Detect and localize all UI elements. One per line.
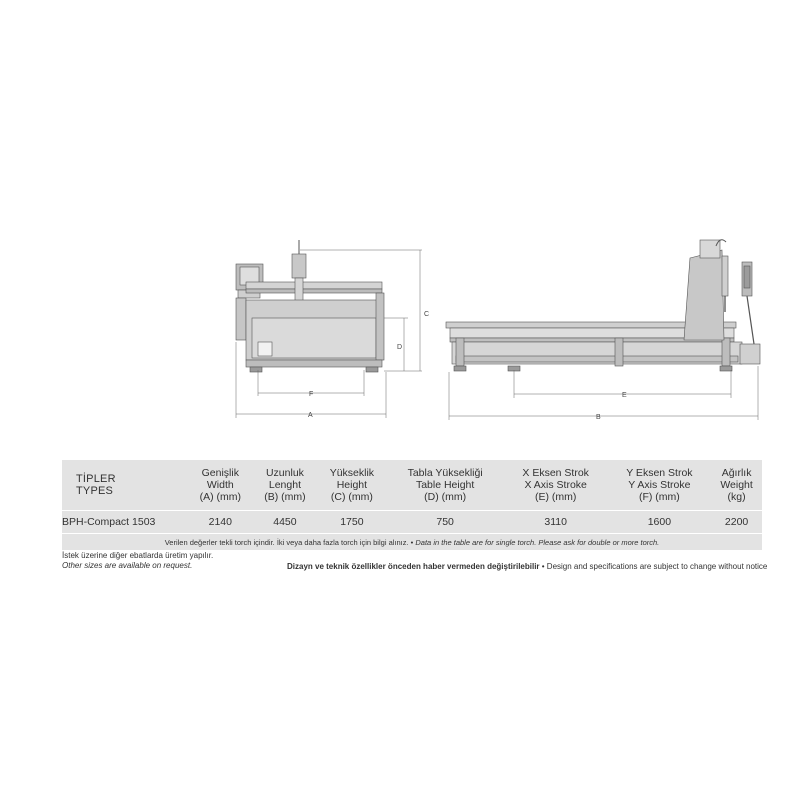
header-label-tr: Genişlik [201,467,239,479]
header-label-tr: Ağırlık [721,467,752,479]
header-weight [711,460,762,511]
header-label-tr: Yükseklik [329,467,375,479]
dimension-label-e: E [622,392,627,399]
table-header-row [62,460,762,511]
header-label-en: Weight [720,479,753,491]
table-note [62,534,762,551]
header-length [253,460,318,511]
footer-right-tr: Dizayn ve teknik özellikler önceden haber vermeden değiştirilebilir [287,562,540,571]
header-width [188,460,253,511]
value-table-height: 750 [387,511,504,534]
dimension-label-b: B [596,414,601,421]
table-row [62,511,762,534]
header-label-tr: Tabla Yüksekliği [407,467,483,479]
value-y-stroke: 1600 [608,511,712,534]
header-label-en: Height [336,479,368,491]
value-weight: 2200 [711,511,762,534]
header-types-tr: TİPLER [76,473,116,485]
header-unit: (A) (mm) [199,491,242,503]
side-view-drawing [446,240,760,371]
side-view-dimensions [449,366,758,420]
header-unit: (F) (mm) [638,491,680,503]
header-unit: (D) (mm) [424,491,467,503]
dimension-label-d: D [397,344,403,351]
end-view-drawing [236,240,384,372]
header-label-en: X Axis Stroke [524,479,587,491]
header-unit: (E) (mm) [534,491,577,503]
spec-table [62,460,762,550]
footer-left-note [62,551,213,571]
header-types-en: TYPES [76,485,114,497]
header-height [317,460,386,511]
model-name: BPH-Compact 1503 [62,511,188,534]
value-length: 4450 [253,511,318,534]
dimension-label-c: C [424,311,430,318]
value-width: 2140 [188,511,253,534]
header-unit: (C) (mm) [330,491,373,503]
footer-right-en: • Design and specifications are subject to change without notice [539,562,768,571]
header-label-en: Table Height [415,479,475,491]
header-unit: (B) (mm) [264,491,306,503]
table-note-row [62,534,762,551]
table-note-tr: Verilen değerler tekli torch içindir. İki veya daha fazla torch için bilgi alınız. • [164,537,414,547]
header-label-en: Y Axis Stroke [628,479,691,491]
header-label-tr: X Eksen Strok [522,467,589,479]
table-note-en: Data in the table are for single torch. Please ask for double or more torch. [415,537,660,547]
footer-left-tr: İstek üzerine diğer ebatlarda üretim yapılır. [62,551,214,560]
header-label-tr: Y Eksen Strok [626,467,693,479]
header-y-stroke [608,460,712,511]
header-types [62,460,188,511]
value-x-stroke: 3110 [504,511,608,534]
header-label-tr: Uzunluk [265,467,304,479]
header-label-en: Width [206,479,234,491]
header-table-height [387,460,504,511]
header-label-en: Lenght [268,479,301,491]
value-height: 1750 [317,511,386,534]
dimension-label-a: A [308,412,313,419]
header-unit: (kg) [727,491,746,503]
footer-left-en: Other sizes are available on request. [62,561,193,570]
footer-right-note [287,562,767,571]
header-x-stroke [504,460,608,511]
dimension-label-f: F [309,391,314,398]
